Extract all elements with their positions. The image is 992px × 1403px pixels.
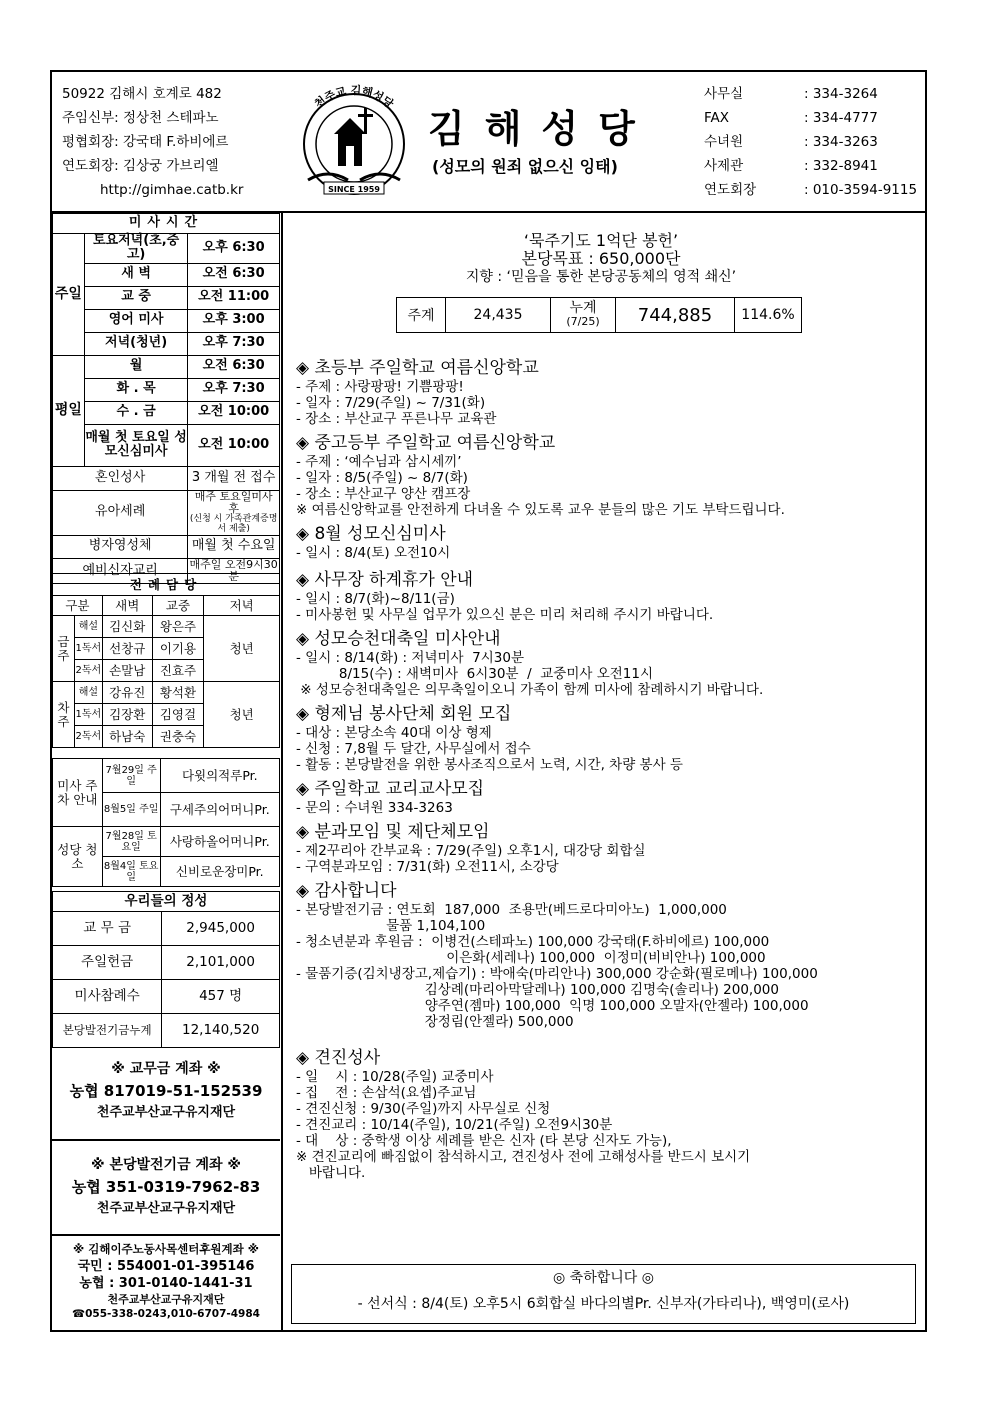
notice-line: ※ 성모승천대축일은 의무축일이오니 가족이 함께 미사에 참례하시기 바랍니다. [296,682,764,698]
notice-line: - 일시 : 8/4(토) 오전10시 [296,545,451,561]
contact-label: 사무실 [704,86,744,102]
parish-title: 김해성당 [428,107,655,151]
contact-value: : 332-8941 [804,158,878,174]
notice-line: - 청소년분과 후원금 : 이병건(스테파노) 100,000 강국태(F.하비에르) 100,000 [296,934,770,950]
notice-line: - 일자 : 8/5(주일) ~ 8/7(화) [296,470,468,486]
person: 하남숙 [102,726,152,748]
contact-value: : 334-3263 [804,134,878,150]
account-title: ※ 교무금 계좌 ※ [111,1061,221,1077]
sacrament-info: 매주일 오전9시30분 [189,557,278,583]
account-number: 농협 : 301-0140-1441-31 [79,1276,253,1291]
notice-title: ◈ 주일학교 교리교사모집 [296,779,485,799]
goal-line: 본당목표 : 650,000단 [521,249,681,268]
column-divider [281,211,283,1332]
contact-value: : 334-3264 [804,86,878,102]
contact-list [704,82,917,202]
mass-time: 오전 11:00 [188,286,280,309]
duty-date: 7월28일 토요일 [102,827,160,857]
week-value: 24,435 [446,298,551,333]
goal-intention: 지향 : ‘믿음을 통한 본당공동체의 영적 쇄신’ [465,269,737,285]
mass-name: 교 중 [84,286,187,309]
person: 왕은주 [152,616,204,638]
notice-section [296,1047,921,1181]
contact-label: 연도회장 [704,182,757,198]
yeondo-president: 연도회장: 김상궁 가브리엘 [62,158,219,174]
notice-line: - 일시 : 8/7(화)~8/11(금) [296,591,455,607]
announcements [296,352,921,1181]
offering-label: 교 무 금 [53,912,162,946]
notice-title: ◈ 사무장 하계휴가 안내 [296,570,474,590]
week-label: 금주 [53,616,75,682]
rosary-totals [396,297,802,333]
notice-line: - 견진교리 : 10/14(주일), 10/21(주일) 오전9시30분 [296,1117,613,1133]
sacrament-info: 매월 첫 수요일 [188,535,280,558]
liturgy-title: 전례담당 [53,574,280,596]
mass-time: 오후 3:00 [188,309,280,332]
notice-line: - 미사봉헌 및 사무실 업무가 있으신 분은 미리 처리해 주시기 바랍니다. [296,607,714,623]
congratulations-box [291,1264,916,1324]
offering-value: 2,945,000 [162,912,280,946]
account-phone: ☎055-338-0243,010-6707-4984 [72,1308,260,1320]
offering-label: 본당발전기금누계 [53,1014,162,1048]
person: 김장환 [102,704,152,726]
role: 2독서 [74,726,102,748]
sacrament-note: (신청 시 가족관계증명서 제출) [189,513,278,534]
divider [52,1139,280,1141]
notice-title: ◈ 8월 성모신심미사 [296,524,446,544]
duty-date: 8월4일 토요일 [102,857,160,887]
notice-title: ◈ 견진성사 [296,1048,381,1068]
mass-time: 오후 7:30 [188,378,280,401]
parking-cleaning-table [52,758,280,887]
sacrament-info: 매주 토요일미사 후 [194,489,273,515]
role: 1독서 [74,638,102,660]
duty-date: 8월5일 주일 [102,793,160,827]
cum-date: (7/25) [566,315,600,328]
goal-line: ‘묵주기도 1억단 봉헌’ [523,231,679,250]
council-president: 평협회장: 강국태 F.하비에르 [62,134,229,150]
website-link[interactable]: http://gimhae.catb.kr [100,182,244,198]
mass-name: 수 . 금 [84,401,187,424]
pastor: 주임신부: 정상천 스테파노 [62,110,219,126]
account-number: 농협 351-0319-7962-83 [71,1178,261,1196]
person: 황석환 [152,682,204,704]
account-title: ※ 김해이주노동사목센터후원계좌 ※ [73,1242,259,1256]
address: 50922 김해시 호계로 482 [62,86,222,102]
week-label: 차주 [53,682,75,748]
notice-section [296,523,921,561]
notice-section [296,778,921,816]
notice-line: - 본당발전기금 : 연도회 187,000 조용만(베드로다미아노) 1,000,000 [296,902,727,918]
notice-section [296,628,921,698]
duty-date: 7월29일 주일 [102,759,160,793]
offering-table [52,891,280,1048]
sacrament-name: 예비신자교리 [53,558,188,583]
account-number: 국민 : 554001-01-395146 [77,1259,255,1274]
notice-section [296,821,921,875]
sacrament-name: 유아세례 [53,490,188,535]
mass-time: 오전 6:30 [188,263,280,286]
parish-logo [288,82,420,200]
congrats-line: - 선서식 : 8/4(토) 오후5시 6회합실 바다의별Pr. 신부자(가타리나), 백영미(로사) [357,1296,850,1312]
sacrament-info: 3 개월 전 접수 [188,466,280,490]
duty-group: 다윗의적루Pr. [160,759,279,793]
mass-name: 영어 미사 [84,309,187,332]
notice-line: - 일 시 : 10/28(주일) 교중미사 [296,1069,494,1085]
parish-subtitle: (성모의 원죄 없으신 잉태) [432,157,618,176]
notice-line: - 일시 : 8/14(화) : 저녁미사 7시30분 [296,650,524,666]
account-box-migrant [52,1241,280,1322]
notice-line: - 제2꾸리아 간부교육 : 7/29(주일) 오후1시, 대강당 회합실 [296,843,646,859]
notice-title: ◈ 성모승천대축일 미사안내 [296,629,501,649]
notice-section [296,880,921,1030]
liturgy-header: 구분 [53,596,103,616]
notice-line: - 주제 : ‘예수님과 삼시세끼’ [296,454,462,470]
account-holder: 천주교부산교구유지재단 [96,1105,236,1120]
duty-group: 신비로운장미Pr. [160,857,279,887]
notice-line: 물품 1,104,100 [296,918,486,934]
contact-label: 수녀원 [704,134,744,150]
notice-line: 8/15(수) : 새벽미사 6시30분 / 교중미사 오전11시 [296,666,653,682]
header-info [62,82,243,202]
notice-line: - 문의 : 수녀원 334-3263 [296,800,453,816]
person: 진효주 [152,660,204,682]
week-label: 주계 [397,298,446,333]
notice-line: - 집 전 : 손삼석(요셉)주교님 [296,1085,477,1101]
duty-group: 구세주의어머니Pr. [160,793,279,827]
parking-label: 미사 주차 안내 [53,759,103,827]
person: 선창규 [102,638,152,660]
cleaning-label: 성당 청소 [53,827,103,887]
notice-line: 이은화(세레나) 100,000 이정미(비비안나) 100,000 [296,950,766,966]
person: 이기용 [152,638,204,660]
notice-section [296,432,921,518]
account-holder: 천주교부산교구유지재단 [96,1201,236,1216]
notice-line: ※ 여름신앙학교를 안전하게 다녀올 수 있도록 교우 분들의 많은 기도 부탁드립니다. [296,502,785,518]
mass-time: 오전 10:00 [188,401,280,424]
notice-line: - 물품기증(김치냉장고,제습기) : 박애숙(마리안나) 300,000 강순화(필로메나) 100,000 [296,966,818,982]
notice-line: - 장소 : 부산교구 양산 캠프장 [296,486,471,502]
sacrament-name: 병자영성체 [53,535,188,558]
sacrament-name: 혼인성사 [53,466,188,490]
account-title: ※ 본당발전기금 계좌 ※ [90,1157,242,1173]
role: 해설 [74,616,102,638]
notice-title: ◈ 형제님 봉사단체 회원 모집 [296,704,512,724]
notice-line: 바랍니다. [296,1165,366,1181]
offering-value: 12,140,520 [162,1014,280,1048]
notice-title: ◈ 감사합니다 [296,881,397,901]
evening-group: 청년 [204,682,280,748]
notice-line: - 주제 : 사랑팡팡! 기쁨팡팡! [296,379,464,395]
notice-line: ※ 견진교리에 빠짐없이 참석하시고, 견진성사 전에 고해성사를 반드시 보시기 [296,1149,751,1165]
account-number: 농협 817019-51-152539 [69,1082,263,1100]
account-holder: 천주교부산교구유지재단 [107,1293,225,1306]
notice-line: 김상례(마리아막달레나) 100,000 김명숙(솔리나) 200,000 [296,982,779,998]
mass-time: 오후 6:30 [188,234,280,264]
contact-value: : 010-3594-9115 [804,182,918,198]
contact-label: 사제관 [704,158,744,174]
person: 김신화 [102,616,152,638]
person: 손말남 [102,660,152,682]
liturgy-header: 저녁 [204,596,280,616]
notice-line: - 일자 : 7/29(주일) ~ 7/31(화) [296,395,486,411]
logo-since: SINCE 1959 [328,185,380,194]
liturgy-header: 교중 [152,596,204,616]
mass-name: 새 벽 [84,263,187,286]
sunday-label: 주일 [53,234,85,356]
evening-group: 청년 [204,616,280,682]
cum-value: 744,885 [616,298,735,333]
mass-schedule-table [52,213,280,584]
notice-line: 양주연(젬마) 100,000 익명 100,000 오말자(안젤라) 100,000 [296,998,809,1014]
mass-name: 매월 첫 토요일 성모신심미사 [84,424,187,466]
offering-title: 우리들의 정성 [53,892,280,912]
notice-title: ◈ 분과모임 및 제단체모임 [296,822,490,842]
person: 강유진 [102,682,152,704]
offering-label: 미사참례수 [53,980,162,1014]
mass-time: 오전 10:00 [188,424,280,466]
account-box-kyomu [52,1058,280,1124]
divider [52,1234,280,1236]
account-box-development [52,1154,280,1220]
mass-time: 오전 6:30 [188,355,280,378]
congrats-title: ◎ 축하합니다 ◎ [553,1270,654,1286]
role: 2독서 [74,660,102,682]
offering-value: 457 명 [162,980,280,1014]
role: 해설 [74,682,102,704]
logo-ring-text: 천주교 김해성당 [312,83,396,111]
notice-line: - 장소 : 부산교구 푸른나무 교육관 [296,411,497,427]
mass-name: 토요저녁(초,중고) [84,234,187,264]
notice-line: 장정림(안젤라) 500,000 [296,1014,574,1030]
liturgy-header: 새벽 [102,596,152,616]
person: 김영걸 [152,704,204,726]
mass-time: 오후 7:30 [188,332,280,355]
offering-label: 주일헌금 [53,946,162,980]
notice-section [296,569,921,623]
notice-line: - 대상 : 본당소속 40대 이상 형제 [296,725,492,741]
mass-name: 화 . 목 [84,378,187,401]
weekday-label: 평일 [53,355,85,466]
duty-group: 사랑하올어머니Pr. [160,827,279,857]
liturgy-table [52,573,280,748]
contact-label: FAX [704,110,730,126]
role: 1독서 [74,704,102,726]
person: 권충숙 [152,726,204,748]
notice-line: - 구역분과모임 : 7/31(화) 오전11시, 소강당 [296,859,559,875]
percent-value: 114.6% [735,298,802,333]
notice-line: - 활동 : 본당발전을 위한 봉사조직으로서 노력, 시간, 차량 봉사 등 [296,757,683,773]
mass-name: 월 [84,355,187,378]
notice-line: - 대 상 : 중학생 이상 세례를 받은 신자 (타 본당 신자도 가능), [296,1133,672,1149]
notice-title: ◈ 중고등부 주일학교 여름신앙학교 [296,433,556,453]
cum-label: 누계 [569,300,597,316]
notice-section [296,703,921,773]
rosary-goal [286,232,916,286]
notice-title: ◈ 초등부 주일학교 여름신앙학교 [296,358,539,378]
contact-value: : 334-4777 [804,110,878,126]
notice-line: - 신청 : 7,8월 두 달간, 사무실에서 접수 [296,741,531,757]
mass-title: 미사시간 [53,214,280,234]
offering-value: 2,101,000 [162,946,280,980]
notice-section [296,357,921,427]
notice-line: - 견진신청 : 9/30(주일)까지 사무실로 신청 [296,1101,551,1117]
mass-name: 저녁(청년) [84,332,187,355]
